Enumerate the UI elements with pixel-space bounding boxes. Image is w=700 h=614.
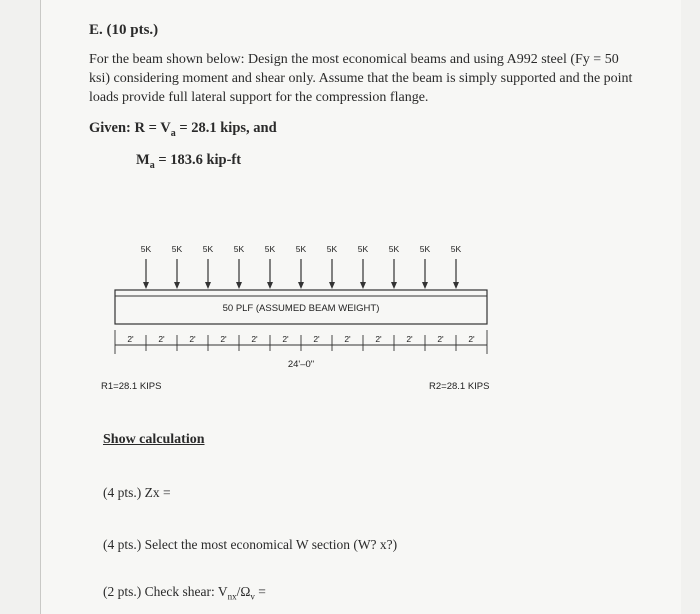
- spacing-label: 2': [375, 334, 382, 344]
- point-load-label: 5K: [140, 244, 152, 254]
- question-shear: (2 pts.) Check shear: $V_{nx}/\Omega_v$ =: [103, 584, 266, 602]
- reaction-left-label: R1=28.1 KIPS: [101, 381, 162, 392]
- point-load-arrowhead: [422, 282, 428, 289]
- given-reaction: Given: $R = V_a = 28.1$ kips, and: [89, 120, 277, 139]
- point-load-label: 5K: [295, 244, 307, 254]
- point-load-label: 5K: [419, 244, 431, 254]
- point-load-arrowhead: [174, 282, 180, 289]
- point-load-arrowhead: [298, 282, 304, 289]
- point-load-label: 5K: [233, 244, 245, 254]
- reaction-right-label: R2=28.1 KIPS: [429, 381, 490, 392]
- point-load-label: 5K: [388, 244, 400, 254]
- spacing-label: 2': [468, 334, 475, 344]
- spacing-label: 2': [344, 334, 351, 344]
- distributed-load-label: 50 PLF (ASSUMED BEAM WEIGHT): [222, 303, 380, 314]
- problem-text-line-3: loads provide full lateral support for the compression flange.: [89, 90, 429, 105]
- point-load-label: 5K: [450, 244, 462, 254]
- spacing-label: 2': [220, 334, 227, 344]
- spacing-label: 2': [189, 334, 196, 344]
- spacing-label: 2': [406, 334, 413, 344]
- spacing-label: 2': [158, 334, 165, 344]
- point-load-label: 5K: [171, 244, 183, 254]
- reaction-right: [421, 375, 541, 395]
- point-load-arrowhead: [453, 282, 459, 289]
- spacing-label: 2': [251, 334, 258, 344]
- spacing-label: 2': [127, 334, 134, 344]
- problem-text-line-1: For the beam shown below: Design the most economical beams and using A992 steel (Fy = 50: [89, 52, 619, 67]
- point-load-arrowhead: [391, 282, 397, 289]
- span-label: 24'–0": [287, 359, 315, 370]
- point-load-label: 5K: [264, 244, 276, 254]
- question-w-section: (4 pts.) Select the most economical W section (W? x?): [103, 537, 398, 552]
- point-load-label: 5K: [357, 244, 369, 254]
- spacing-label: 2': [313, 334, 320, 344]
- point-load-label: 5K: [326, 244, 338, 254]
- beam-diagram: [101, 238, 501, 398]
- point-load-arrowhead: [360, 282, 366, 289]
- problem-header: E. (10 pts.): [89, 22, 159, 38]
- spacing-label: 2': [437, 334, 444, 344]
- point-load-arrowhead: [205, 282, 211, 289]
- point-load-arrowhead: [329, 282, 335, 289]
- show-calculation-heading: Show calculation: [103, 432, 205, 447]
- given-moment: $M_a = 183.6$ kip-ft: [136, 152, 242, 171]
- spacing-label: 2': [282, 334, 289, 344]
- point-load-arrowhead: [267, 282, 273, 289]
- point-load-arrowhead: [236, 282, 242, 289]
- point-load-label: 5K: [202, 244, 214, 254]
- point-load-arrowhead: [143, 282, 149, 289]
- worksheet-page: [40, 0, 681, 614]
- problem-text-line-2: ksi) considering moment and shear only. Assume that the beam is simply supported and the point: [89, 71, 633, 86]
- question-zx: (4 pts.) Zx =: [103, 485, 171, 500]
